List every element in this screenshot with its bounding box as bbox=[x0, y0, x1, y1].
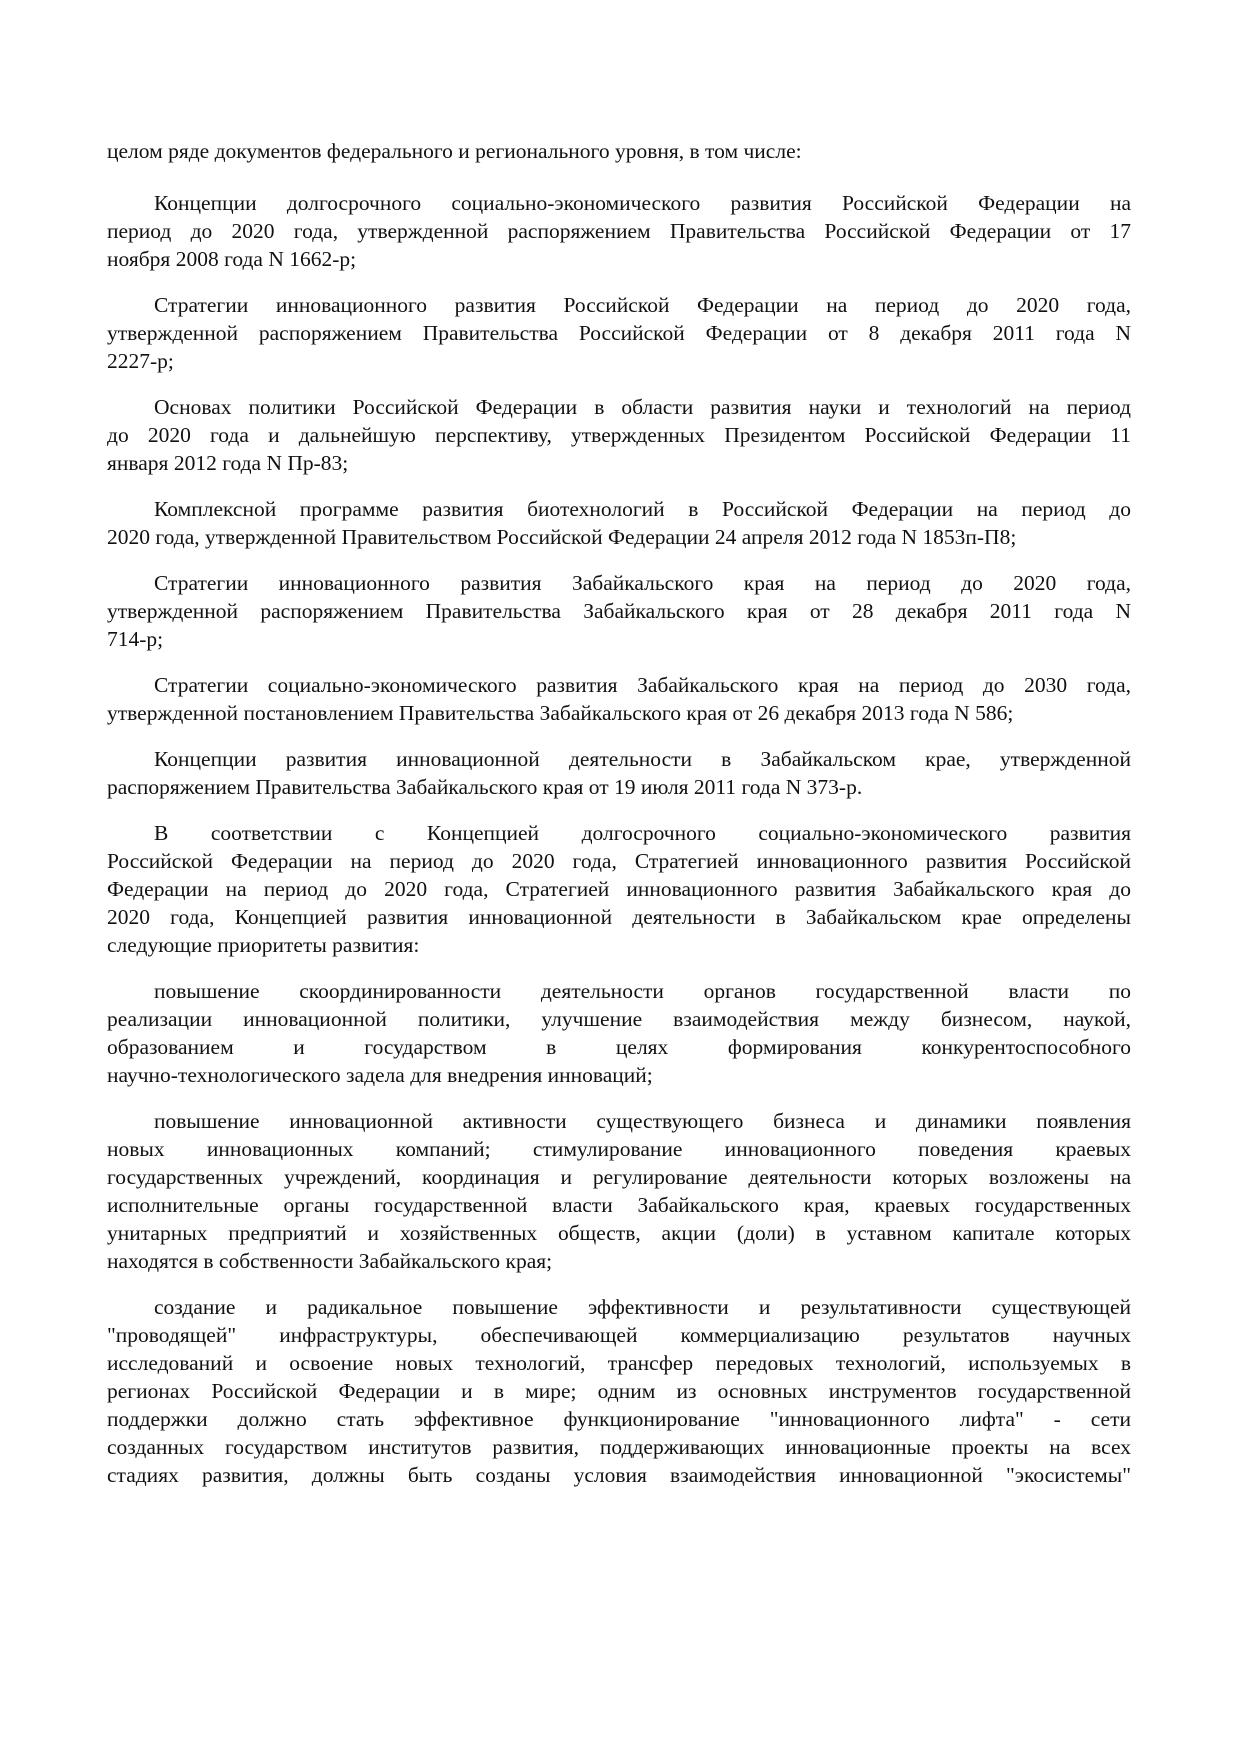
text-line: поддержки должно стать эффективное функционирование "инновационного лифта" - сети bbox=[107, 1407, 1131, 1431]
text-line: государственных учреждений, координация и регулирование деятельности которых возложены на bbox=[107, 1165, 1131, 1189]
text-line: Федерации на период до 2020 года, Стратегией инновационного развития Забайкальского края до bbox=[107, 877, 1131, 901]
paragraph bbox=[107, 393, 1131, 477]
text-line: создание и радикальное повышение эффективности и результативности существующей bbox=[154, 1295, 1131, 1319]
text-line: регионах Российской Федерации и в мире; одним из основных инструментов государственной bbox=[107, 1379, 1131, 1403]
text-line: следующие приоритеты развития: bbox=[107, 933, 420, 957]
text-line: "проводящей" инфраструктуры, обеспечивающей коммерциализацию результатов научных bbox=[107, 1323, 1131, 1347]
paragraph bbox=[107, 1107, 1131, 1275]
text-line: Комплексной программе развития биотехнологий в Российской Федерации на период до bbox=[154, 497, 1131, 521]
text-line: до 2020 года и дальнейшую перспективу, утвержденных Президентом Российской Федерации 11 bbox=[107, 423, 1131, 447]
text-line: 2227-р; bbox=[107, 349, 174, 373]
paragraph bbox=[107, 977, 1131, 1089]
text-line: Российской Федерации на период до 2020 года, Стратегией инновационного развития Российской bbox=[107, 849, 1131, 873]
text-line: января 2012 года N Пр-83; bbox=[107, 451, 349, 475]
text-line: находятся в собственности Забайкальского края; bbox=[107, 1249, 553, 1273]
text-line: новых инновационных компаний; стимулирование инновационного поведения краевых bbox=[107, 1137, 1131, 1161]
text-line: Стратегии инновационного развития Российской Федерации на период до 2020 года, bbox=[154, 293, 1131, 317]
paragraph bbox=[107, 745, 1131, 801]
paragraph bbox=[107, 137, 1131, 165]
paragraph bbox=[107, 291, 1131, 375]
text-line: целом ряде документов федерального и регионального уровня, в том числе: bbox=[107, 139, 802, 163]
text-line: В соответствии с Концепцией долгосрочного социально-экономического развития bbox=[154, 821, 1131, 845]
document-page bbox=[107, 137, 1131, 1507]
text-line: созданных государством институтов развития, поддерживающих инновационные проекты на всех bbox=[107, 1435, 1131, 1459]
text-line: научно-технологического задела для внедрения инноваций; bbox=[107, 1063, 653, 1087]
text-line: стадиях развития, должны быть созданы условия взаимодействия инновационной "экосистемы" bbox=[107, 1463, 1131, 1487]
text-line: Стратегии социально-экономического развития Забайкальского края на период до 2030 года, bbox=[154, 673, 1131, 697]
text-line: распоряжением Правительства Забайкальского края от 19 июля 2011 года N 373-р. bbox=[107, 775, 863, 799]
text-line: повышение скоординированности деятельности органов государственной власти по bbox=[154, 979, 1131, 1003]
text-line: период до 2020 года, утвержденной распоряжением Правительства Российской Федерации от 17 bbox=[107, 219, 1131, 243]
text-line: Концепции развития инновационной деятельности в Забайкальском крае, утвержденной bbox=[154, 747, 1131, 771]
text-line: утвержденной постановлением Правительства Забайкальского края от 26 декабря 2013 года N 586; bbox=[107, 701, 1014, 725]
paragraph bbox=[107, 569, 1131, 653]
text-line: Концепции долгосрочного социально-экономического развития Российской Федерации на bbox=[154, 191, 1131, 215]
text-line: 2020 года, утвержденной Правительством Российской Федерации 24 апреля 2012 года N 1853п-П8; bbox=[107, 525, 1017, 549]
paragraph bbox=[107, 819, 1131, 959]
text-line: 2020 года, Концепцией развития инновационной деятельности в Забайкальском крае определены bbox=[107, 905, 1131, 929]
text-line: реализации инновационной политики, улучшение взаимодействия между бизнесом, наукой, bbox=[107, 1007, 1131, 1031]
paragraph bbox=[107, 1293, 1131, 1489]
paragraph bbox=[107, 495, 1131, 551]
text-line: Стратегии инновационного развития Забайкальского края на период до 2020 года, bbox=[154, 571, 1131, 595]
text-line: исследований и освоение новых технологий, трансфер передовых технологий, используемых в bbox=[107, 1351, 1131, 1375]
text-line: повышение инновационной активности существующего бизнеса и динамики появления bbox=[154, 1109, 1131, 1133]
text-line: ноября 2008 года N 1662-р; bbox=[107, 247, 357, 271]
paragraph bbox=[107, 671, 1131, 727]
text-line: утвержденной распоряжением Правительства Забайкальского края от 28 декабря 2011 года N bbox=[107, 599, 1131, 623]
text-line: Основах политики Российской Федерации в области развития науки и технологий на период bbox=[154, 395, 1131, 419]
paragraph bbox=[107, 189, 1131, 273]
text-line: унитарных предприятий и хозяйственных обществ, акции (доли) в уставном капитале которых bbox=[107, 1221, 1131, 1245]
text-line: 714-р; bbox=[107, 627, 164, 651]
text-line: исполнительные органы государственной власти Забайкальского края, краевых государственных bbox=[107, 1193, 1131, 1217]
text-line: образованием и государством в целях формирования конкурентоспособного bbox=[107, 1035, 1131, 1059]
text-line: утвержденной распоряжением Правительства Российской Федерации от 8 декабря 2011 года N bbox=[107, 321, 1131, 345]
